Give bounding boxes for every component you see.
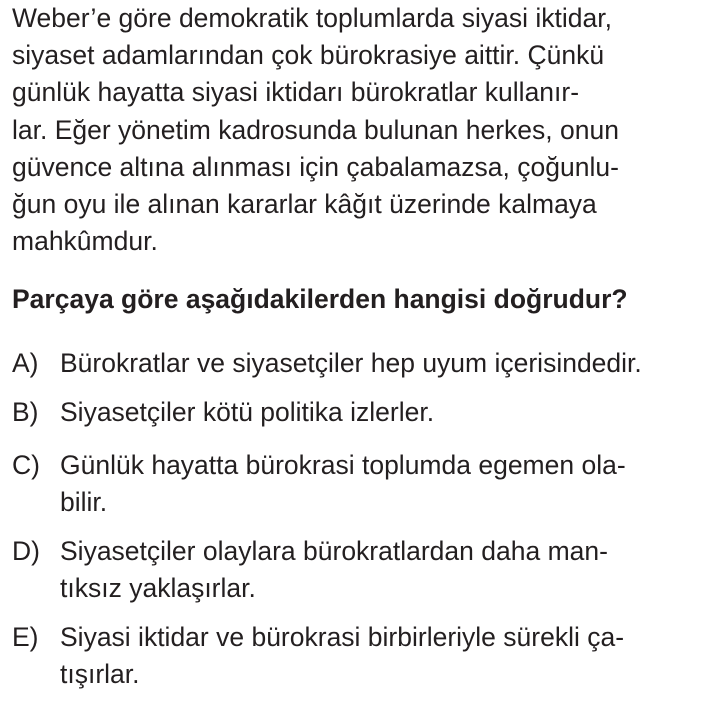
option-line: Siyasi iktidar ve bürokrasi birbirleriyle sürekli ça-	[60, 622, 625, 652]
option-letter: D)	[12, 536, 40, 566]
option-line: Bürokratlar ve siyasetçiler hep uyum içerisindedir.	[60, 348, 642, 378]
option-letter: C)	[12, 450, 40, 480]
passage-line: ğun oyu ile alınan kararlar kâğıt üzerinde kalmaya	[12, 189, 597, 220]
answer-option-a[interactable]	[12, 345, 702, 382]
answer-option-d[interactable]	[12, 533, 702, 607]
option-text	[60, 447, 702, 521]
option-text	[60, 345, 702, 382]
answer-option-b[interactable]	[12, 394, 702, 431]
option-line: bilir.	[60, 487, 108, 517]
passage-line: mahkûmdur.	[12, 226, 158, 257]
option-line: Siyasetçiler olaylara bürokratlardan daha man-	[60, 536, 608, 566]
question-stem: Parçaya göre aşağıdakilerden hangisi doğrudur?	[12, 284, 628, 314]
passage-line: Weber’e göre demokratik toplumlarda siyasi iktidar,	[12, 3, 612, 33]
answer-option-c[interactable]	[12, 447, 702, 521]
passage-line: güvence altına alınması için çabalamazsa, çoğunlu-	[12, 151, 619, 182]
answer-option-e[interactable]	[12, 619, 702, 693]
option-text	[60, 619, 702, 693]
option-letter: A)	[12, 348, 39, 378]
option-line: Günlük hayatta bürokrasi toplumda egemen ola-	[60, 450, 626, 480]
option-text	[60, 533, 702, 607]
passage-line: lar. Eğer yönetim kadrosunda bulunan herkes, onun	[12, 114, 619, 145]
passage-line: günlük hayatta siyasi iktidarı bürokratlar kullanır-	[12, 77, 580, 108]
option-letter: B)	[12, 397, 39, 427]
question-page	[12, 0, 702, 689]
passage-line: siyaset adamlarından çok bürokrasiye aittir. Çünkü	[12, 40, 605, 71]
option-line: tıksız yaklaşırlar.	[60, 573, 256, 603]
option-letter: E)	[12, 622, 39, 652]
reading-passage	[12, 0, 702, 260]
option-text	[60, 394, 702, 431]
option-line: Siyasetçiler kötü politika izlerler.	[60, 397, 435, 427]
option-line: tışırlar.	[60, 659, 140, 689]
